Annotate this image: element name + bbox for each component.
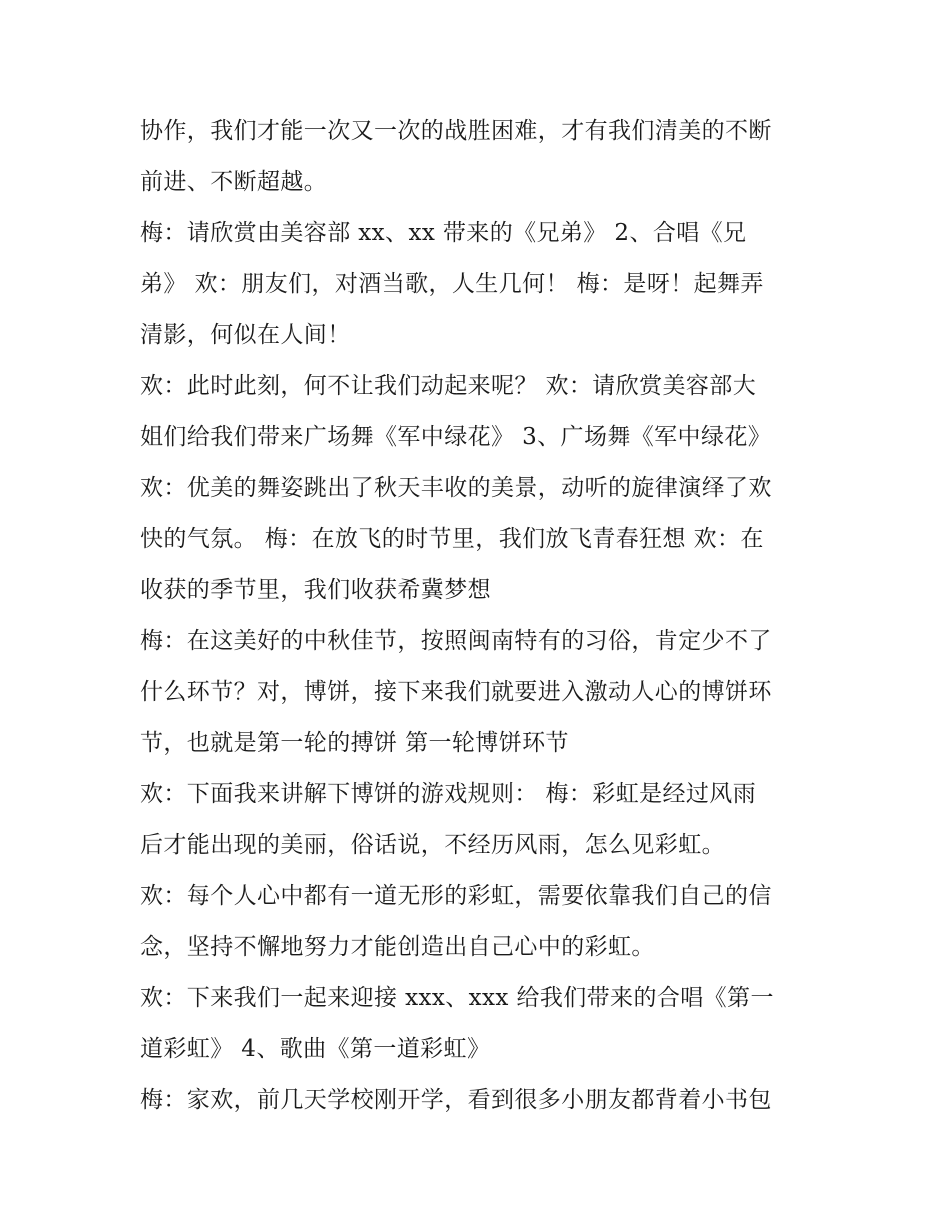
text-line: 欢：下面我来讲解下博饼的游戏规则： 梅：彩虹是经过风雨	[140, 781, 757, 807]
text-line: 协作，我们才能一次又一次的战胜困难，才有我们清美的不断	[140, 118, 772, 144]
text-line: 姐们给我们带来广场舞《军中绿花》 3、广场舞《军中绿花》	[140, 424, 772, 450]
text-line: 节，也就是第一轮的搏饼 第一轮博饼环节	[140, 730, 569, 756]
text-line: 前进、不断超越。	[140, 169, 328, 195]
text-line: 快的气氛。 梅：在放飞的时节里，我们放飞青春狂想 欢：在	[140, 526, 764, 552]
text-line: 念，坚持不懈地努力才能创造出自己心中的彩虹。	[140, 934, 655, 960]
text-line: 欢：下来我们一起来迎接 xxx、xxx 给我们带来的合唱《第一	[140, 985, 774, 1011]
text-line: 什么环节？对，博饼，接下来我们就要进入激动人心的博饼环	[140, 679, 772, 705]
text-line: 欢：此时此刻，何不让我们动起来呢？ 欢：请欣赏美容部大	[140, 373, 757, 399]
text-line: 弟》 欢：朋友们，对酒当歌，人生几何！ 梅：是呀！起舞弄	[140, 271, 764, 297]
text-line: 道彩虹》 4、歌曲《第一道彩虹》	[140, 1036, 491, 1062]
text-line: 梅：请欣赏由美容部 xx、xx 带来的《兄弟》 2、合唱《兄	[140, 220, 747, 246]
text-line: 梅：家欢，前几天学校刚开学，看到很多小朋友都背着小书包	[140, 1087, 772, 1113]
text-line: 清影，何似在人间！	[140, 322, 351, 348]
text-line: 欢：优美的舞姿跳出了秋天丰收的美景，动听的旋律演绎了欢	[140, 475, 772, 501]
text-line: 欢：每个人心中都有一道无形的彩虹，需要依靠我们自己的信	[140, 883, 772, 909]
text-line: 收获的季节里，我们收获希冀梦想	[140, 577, 491, 603]
text-line: 梅：在这美好的中秋佳节，按照闽南特有的习俗，肯定少不了	[140, 628, 772, 654]
text-line: 后才能出现的美丽，俗话说，不经历风雨，怎么见彩虹。	[140, 832, 725, 858]
